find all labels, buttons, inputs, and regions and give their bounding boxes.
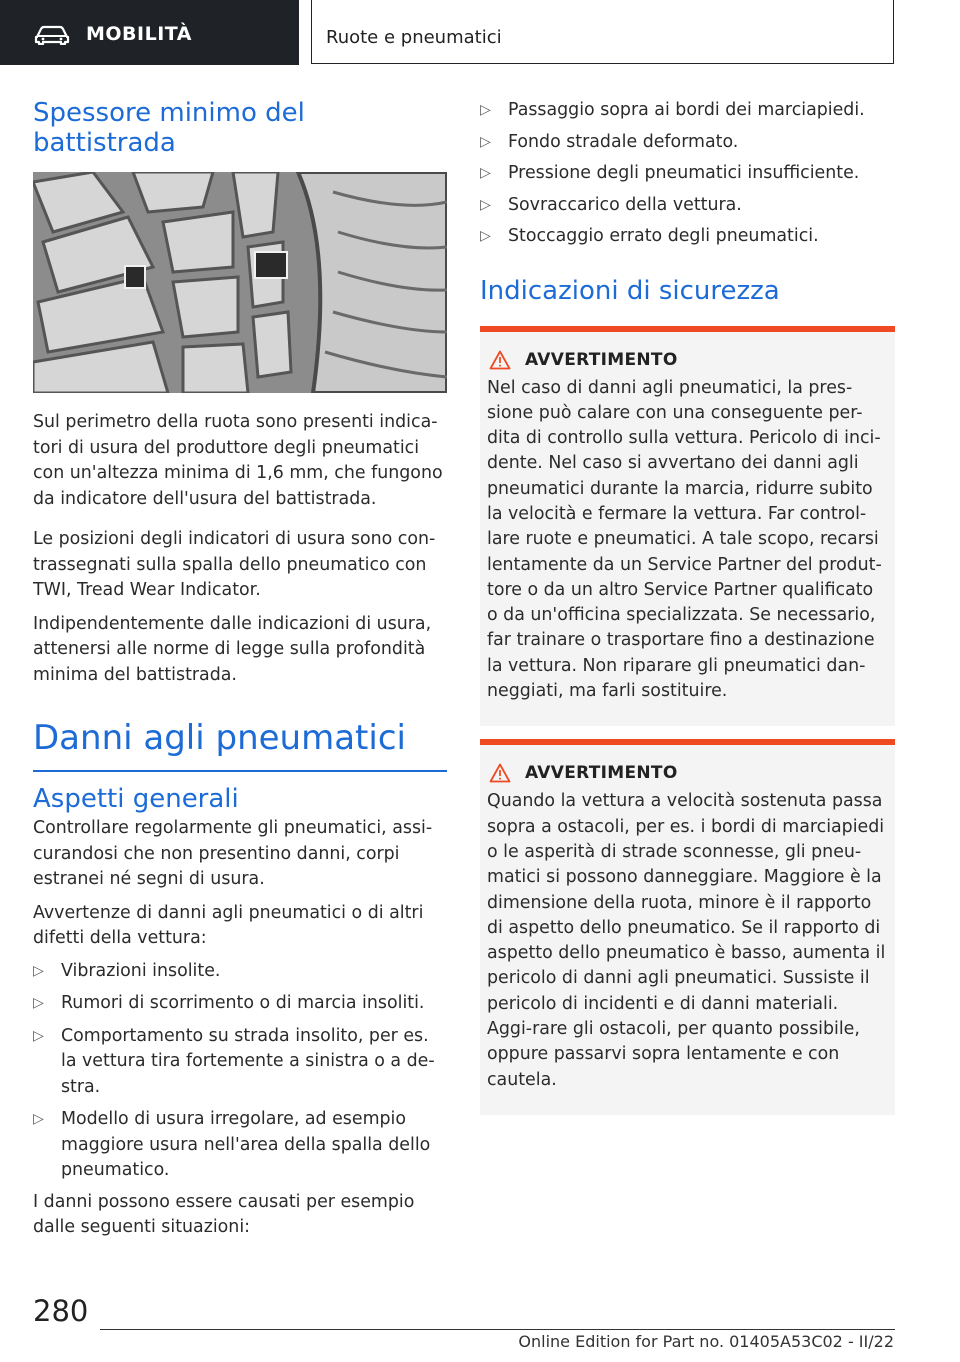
paragraph: Sul perimetro della ruota sono presenti indica-tori di usura del produttore degli pneumatici con un'altezza minima di 1,6 mm, che fungono da indicatore dell'usura del battistrada. — [33, 412, 443, 509]
triangle-right-icon: ▷ — [480, 102, 491, 118]
list-item: ▷ Sovraccarico della vettura. — [480, 193, 895, 219]
warning-title: AVVERTIMENTO — [487, 763, 887, 783]
damage-causes-list — [480, 98, 895, 250]
warning-text: Nel caso di danni agli pneumatici, la pres-sione può calare con una conseguente per-dita di controllo sulla vettura. Pericolo di inci-dente. Nel caso si avvertano dei danni agli pneumatici durante la marcia, ridurre subito la velocità e fermare la vettura. Far control-lare ruote e pneumatici. A tale scopo, recarsi lentamente da un Service Partner del produt-tore o da un altro Service Partner qualificato o da un'officina specializzata. Se necessario, far trainare o trasportare fino a destinazione la vettura. Non riparare gli pneumatici dan-neggiati, ma farli sostituire. — [487, 377, 882, 702]
tire-tread-photo — [33, 172, 447, 393]
heading-underline — [33, 770, 447, 772]
edition-note: Online Edition for Part no. 01405A53C02 - II/22 — [518, 1332, 894, 1351]
triangle-right-icon: ▷ — [33, 962, 44, 979]
triangle-right-icon: ▷ — [33, 995, 44, 1011]
paragraph: Le posizioni degli indicatori di usura sono con-trassegnati sulla spalla dello pneumatico con TWI, Tread Wear Indicator. — [33, 529, 436, 600]
heading-tread-depth: Spessore minimo del battistrada — [33, 98, 305, 158]
header-chapter-box — [311, 0, 894, 64]
triangle-right-icon: ▷ — [33, 1027, 44, 1044]
header-section-tab — [0, 0, 299, 65]
list-item: ▷ Fondo stradale deformato. — [480, 130, 895, 156]
list-item: ▷ Modello di usura irregolare, ad esempio maggiore usura nell'area della spalla dello pneumatico. — [33, 1109, 431, 1180]
car-icon — [34, 25, 70, 45]
footer-rule — [100, 1329, 895, 1330]
list-item: ▷ Passaggio sopra ai bordi dei marciapiedi. — [480, 98, 895, 124]
triangle-right-icon: ▷ — [480, 228, 491, 244]
warning-box — [480, 326, 895, 727]
section-title: MOBILITÀ — [86, 23, 192, 45]
chapter-title: Ruote e pneumatici — [326, 27, 502, 48]
warning-signs-list — [33, 959, 447, 1184]
warning-triangle-icon — [489, 763, 511, 783]
warning-box — [480, 739, 895, 1115]
right-column — [480, 98, 895, 1115]
paragraph: I danni possono essere causati per esempio dalle seguenti situazioni: — [33, 1191, 415, 1237]
list-item: ▷ Pressione degli pneumatici insufficiente. — [480, 161, 895, 187]
list-item: ▷ Comportamento su strada insolito, per es. la vettura tira fortemente a sinistra o a de-stra. — [33, 1025, 435, 1097]
triangle-right-icon: ▷ — [480, 196, 491, 213]
heading-general: Aspetti generali — [33, 784, 239, 814]
list-item: ▷ Rumori di scorrimento o di marcia insoliti. — [33, 991, 447, 1017]
left-column — [33, 98, 447, 1241]
warning-triangle-icon — [489, 350, 511, 370]
warning-text: Quando la vettura a velocità sostenuta passa sopra a ostacoli, per es. i bordi di marciapiedi o le asperità di strade sconnesse, gli pneu-matici si possono danneggiare. Maggiore è la dimensione della ruota, minore è il rapporto di aspetto dello pneumatico. Se il rapporto di aspetto dello pneumatico è basso, aumenta il pericolo di danni agli pneumatici. Sussiste il pericolo di incidenti e di danni materiali. Aggi-rare gli ostacoli, per quanto possibile, oppure passarvi sopra lentamente e con cautela. — [487, 791, 886, 1090]
triangle-right-icon: ▷ — [33, 1111, 44, 1127]
list-item: ▷ Stoccaggio errato degli pneumatici. — [480, 224, 895, 250]
triangle-right-icon: ▷ — [480, 165, 491, 181]
paragraph: Controllare regolarmente gli pneumatici, assi-curandosi che non presentino danni, corpi estranei né segni di usura. — [33, 818, 433, 889]
paragraph: Indipendentemente dalle indicazioni di usura, attenersi alle norme di legge sulla profondità minima del battistrada. — [33, 613, 432, 685]
page-number: 280 — [33, 1294, 89, 1328]
warning-title: AVVERTIMENTO — [487, 350, 887, 370]
triangle-right-icon: ▷ — [480, 133, 491, 150]
heading-tire-damage: Danni agli pneumatici — [33, 718, 406, 758]
list-item: ▷ Vibrazioni insolite. — [33, 959, 447, 985]
paragraph: Avvertenze di danni agli pneumatici o di altri difetti della vettura: — [33, 902, 424, 948]
heading-safety: Indicazioni di sicurezza — [480, 275, 780, 306]
